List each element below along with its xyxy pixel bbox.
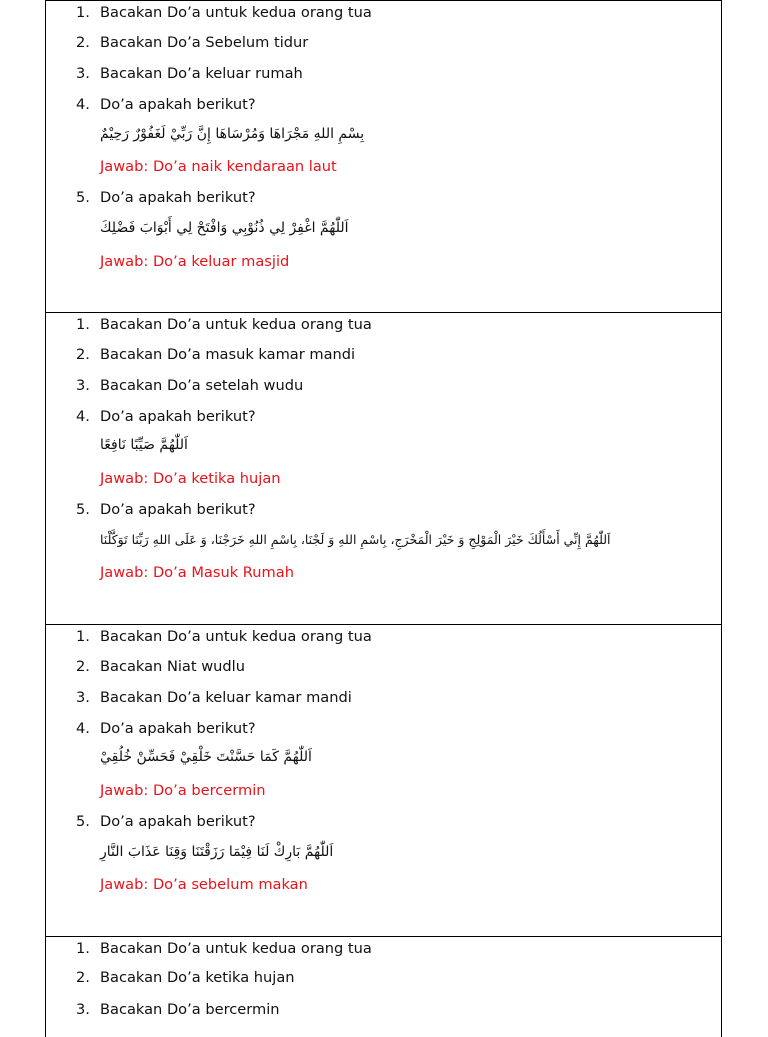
item-text: Bacakan Do’a ketika hujan [100, 969, 295, 986]
answer-text: Jawab: Do’a Masuk Rumah [100, 564, 294, 581]
arabic-prayer-text: اَللّٰهُمَّ صَيِّبًا نَافِعًا [100, 437, 188, 453]
item-text: Do’a apakah berikut? [100, 408, 256, 425]
item-number: 1. [76, 940, 90, 957]
item-text: Bacakan Do’a masuk kamar mandi [100, 346, 356, 363]
question-block-1 [45, 0, 722, 312]
item-number: 4. [76, 96, 90, 113]
item-text: Bacakan Do’a setelah wudu [100, 377, 304, 394]
item-text: Do’a apakah berikut? [100, 189, 256, 206]
item-text: Bacakan Do’a untuk kedua orang tua [100, 316, 372, 333]
question-block-4 [45, 936, 722, 1037]
arabic-prayer-text: اَللّٰهُمَّ بَارِكْ لَنَا فِيْمَا رَزَقْتَنَا وَقِنَا عَذَابَ النَّارِ [100, 844, 334, 860]
answer-text: Jawab: Do’a naik kendaraan laut [100, 158, 337, 175]
item-text: Bacakan Do’a untuk kedua orang tua [100, 4, 372, 21]
item-text: Bacakan Do’a untuk kedua orang tua [100, 940, 372, 957]
answer-text: Jawab: Do’a keluar masjid [100, 253, 290, 270]
item-number: 5. [76, 501, 90, 518]
item-number: 4. [76, 408, 90, 425]
item-text: Bacakan Niat wudlu [100, 658, 245, 675]
item-number: 5. [76, 189, 90, 206]
worksheet-page [45, 0, 722, 1024]
item-number: 3. [76, 377, 90, 394]
item-number: 4. [76, 720, 90, 737]
item-number: 3. [76, 65, 90, 82]
answer-text: Jawab: Do’a bercermin [100, 782, 266, 799]
item-number: 2. [76, 969, 90, 986]
item-text: Bacakan Do’a untuk kedua orang tua [100, 628, 372, 645]
item-text: Bacakan Do’a keluar kamar mandi [100, 689, 352, 706]
arabic-prayer-text: بِسْمِ اللهِ مَجْرَاهَا وَمُرْسَاهَا إِنَّ رَبِّيْ لَغَفُوْرٌ رَحِيْمٌ [100, 126, 365, 142]
item-text: Bacakan Do’a bercermin [100, 1001, 280, 1018]
item-number: 5. [76, 813, 90, 830]
item-number: 1. [76, 316, 90, 333]
item-number: 1. [76, 628, 90, 645]
item-text: Bacakan Do’a Sebelum tidur [100, 34, 309, 51]
answer-text: Jawab: Do’a sebelum makan [100, 876, 308, 893]
item-number: 3. [76, 1001, 90, 1018]
item-number: 1. [76, 4, 90, 21]
arabic-prayer-text: اَللّٰهُمَّ اغْفِرْ لِي ذُنُوْبِي وَافْتَحْ لِي أَبْوَابَ فَضْلِكَ [100, 220, 349, 236]
answer-text: Jawab: Do’a ketika hujan [100, 470, 281, 487]
item-number: 2. [76, 34, 90, 51]
question-block-2 [45, 312, 722, 624]
item-text: Do’a apakah berikut? [100, 720, 256, 737]
item-number: 2. [76, 658, 90, 675]
item-text: Do’a apakah berikut? [100, 813, 256, 830]
item-number: 3. [76, 689, 90, 706]
arabic-prayer-text: اَللّٰهُمَّ كَمَا حَسَّنْتَ خَلْقِيْ فَحَسِّنْ خُلُقِيْ [100, 749, 312, 765]
arabic-prayer-text: اَللّٰهُمَّ إِنِّي أَسْأَلُكَ خَيْرَ الْمَوْلِجِ وَ خَيْرَ الْمَخْرَجِ، بِاسْمِ اللهِ وَ لَجْنَا، بِاسْمِ اللهِ خَرَجْنَا، وَ عَلَى اللهِ رَبِّنَا تَوَكَّلْنَا [100, 532, 611, 547]
question-block-3 [45, 624, 722, 937]
item-number: 2. [76, 346, 90, 363]
item-text: Bacakan Do’a keluar rumah [100, 65, 303, 82]
item-text: Do’a apakah berikut? [100, 501, 256, 518]
item-text: Do’a apakah berikut? [100, 96, 256, 113]
